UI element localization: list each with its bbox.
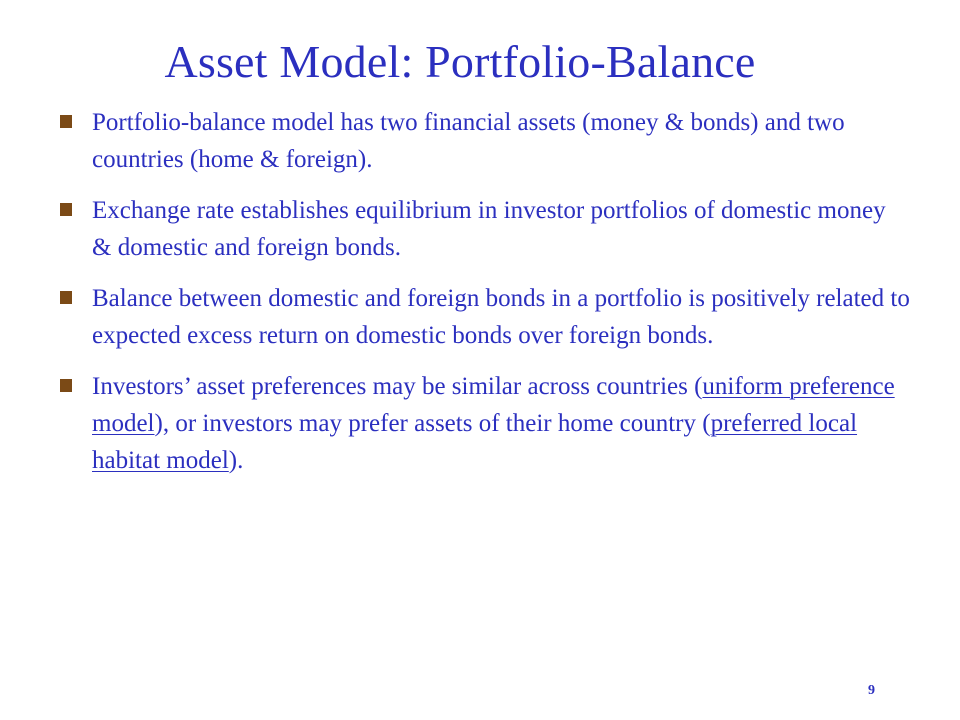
page-number: 9 [868,683,875,698]
bullet-text: Portfolio-balance model has two financial assets (money & bonds) and two countries (home & foreign). [92,109,845,173]
square-bullet-icon [60,379,72,392]
uniform-preference-model-link[interactable]: uniform preference model [92,373,895,437]
bullet-text: Balance between domestic and foreign bonds in a portfolio is positively related to expected excess return on domestic bonds over foreign bonds. [92,285,910,349]
bullet-item-4 [60,368,910,479]
bullet-list [60,104,910,493]
square-bullet-icon [60,115,72,128]
square-bullet-icon [60,291,72,304]
bullet-item-2 [60,192,910,266]
square-bullet-icon [60,203,72,216]
bullet-text: Exchange rate establishes equilibrium in investor portfolios of domestic money & domestic and foreign bonds. [92,197,886,261]
bullet-text-part: ), or investors may prefer assets of their home country ( [154,410,711,437]
bullet-text-part: Investors’ asset preferences may be similar across countries ( [92,373,703,400]
bullet-item-3 [60,280,910,354]
slide-title: Asset Model: Portfolio-Balance [164,36,756,87]
bullet-item-1 [60,104,910,178]
bullet-text-part: ). [228,447,244,474]
preferred-local-habitat-model-link[interactable]: preferred local habitat model [92,410,858,474]
